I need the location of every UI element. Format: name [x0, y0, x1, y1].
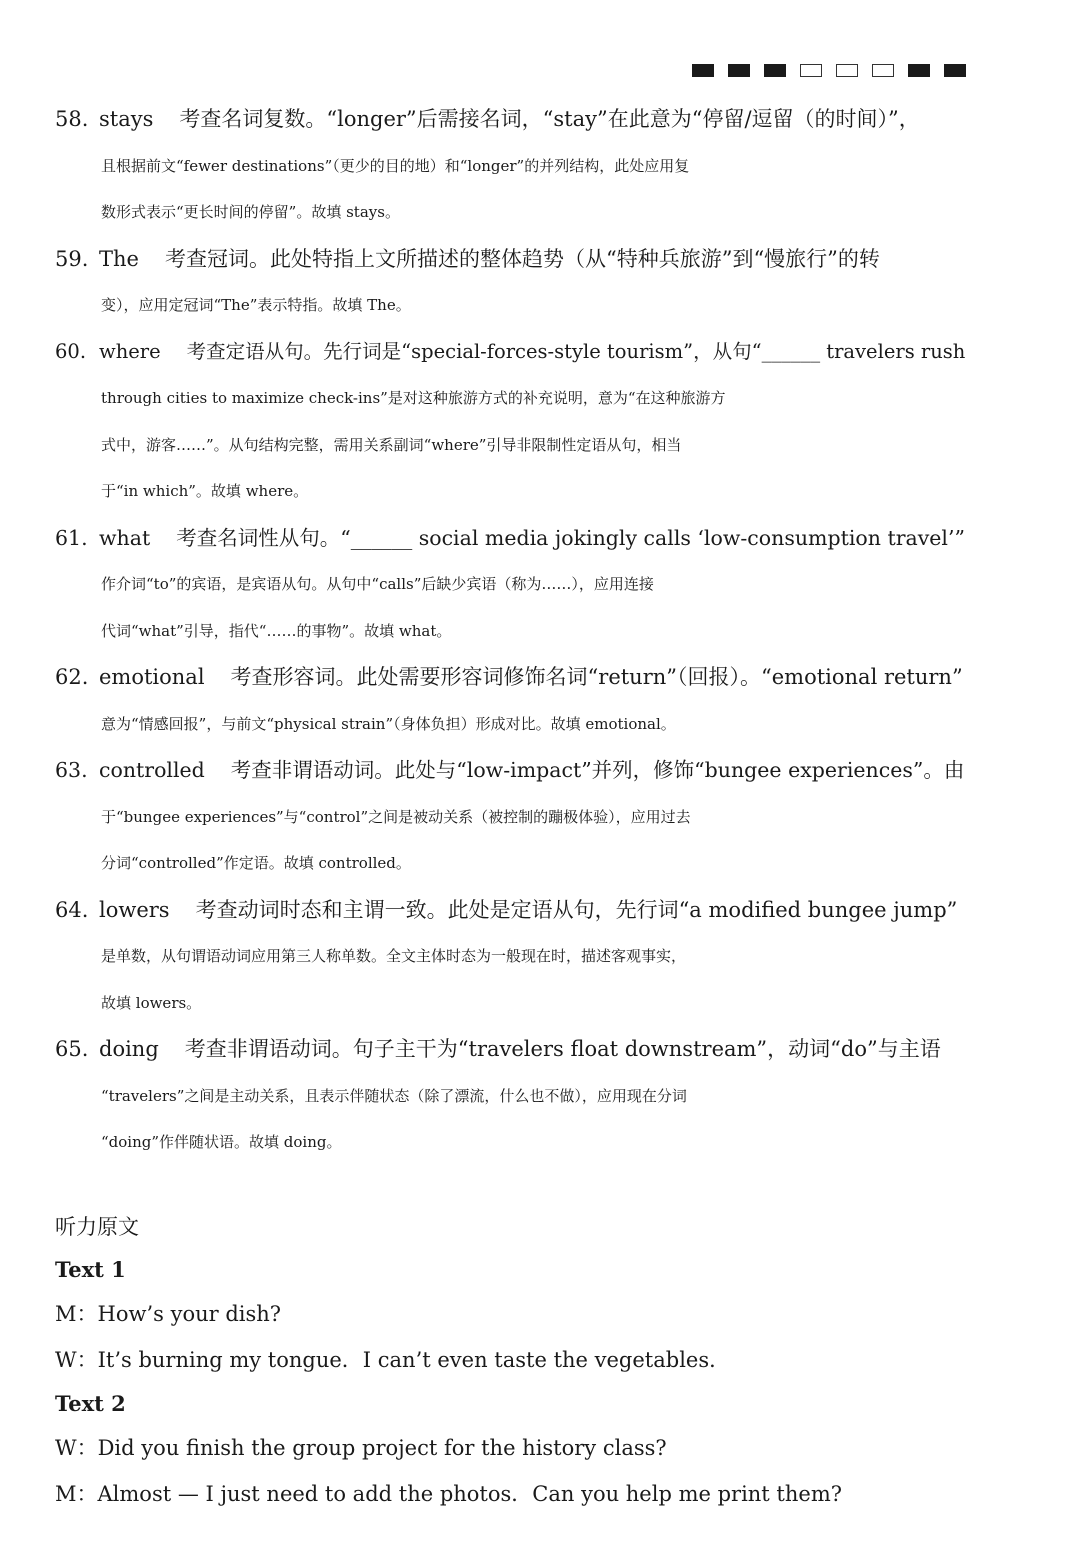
answer-line: [55, 608, 980, 655]
answer-word: emotional: [99, 665, 205, 689]
answer-text: 考查形容词。此处需要形容词修饰名词“return”（回报）。“emotional return”: [230, 665, 963, 689]
speaker-label: W：: [55, 1348, 98, 1372]
dialogue-text: Almost — I just need to add the photos．Can you help me print them?: [97, 1482, 842, 1506]
answer-item: [55, 329, 980, 515]
answer-line: [55, 980, 980, 1027]
decor-square: [908, 64, 930, 77]
answer-line: [55, 515, 980, 562]
text-title: Text 2: [55, 1391, 126, 1416]
answer-text: 考查名词性从句。“______ social media jokingly calls ‘low-consumption travel’”: [176, 525, 965, 550]
answer-word: what: [99, 525, 151, 550]
dialogue-line: [55, 1337, 980, 1383]
answer-number: 59.: [55, 246, 89, 271]
answer-text: “doing”作伴随状语。故填 doing。: [101, 1133, 342, 1151]
answer-line: [55, 794, 980, 841]
answer-number: 65.: [55, 1037, 89, 1061]
listening-texts: [55, 1249, 980, 1517]
listening-transcript: [55, 1205, 980, 1517]
answer-line: [55, 375, 980, 422]
answer-text: 考查冠词。此处特指上文所描述的整体趋势（从“特种兵旅游”到“慢旅行”的转: [164, 246, 880, 271]
decor-square: [692, 64, 714, 77]
answer-line: [55, 236, 980, 283]
decor-square: [800, 64, 822, 77]
answer-line: [55, 887, 980, 934]
answer-line: [55, 282, 980, 329]
answer-item: [55, 236, 980, 329]
dialogue-text: How’s your dish?: [97, 1302, 282, 1326]
answer-text: 数形式表示“更长时间的停留”。故填 stays。: [101, 203, 400, 221]
decor-square: [944, 64, 966, 77]
answer-text: 代词“what”引导，指代“……的事物”。故填 what。: [101, 621, 452, 640]
answer-text: 于“bungee experiences”与“control”之间是被动关系（被控制的蹦极体验），应用过去: [101, 807, 691, 826]
answer-item: [55, 1026, 980, 1166]
answer-line: [55, 561, 980, 608]
header-decoration: [692, 64, 966, 77]
answer-line: [55, 654, 980, 701]
dialogue-line: [55, 1471, 980, 1517]
answer-text: 作介词“to”的宾语，是宾语从句。从句中“calls”后缺少宾语（称为……），应用连接: [101, 575, 654, 593]
answer-explanations: [55, 96, 980, 1166]
answer-text: 于“in which”。故填 where。: [101, 482, 309, 500]
answer-item: [55, 96, 980, 236]
answer-word: where: [99, 339, 161, 363]
answer-number: 64.: [55, 897, 89, 922]
answer-text: 考查定语从句。先行词是“special-forces-style tourism”，从句“______ travelers rush: [186, 339, 966, 363]
decor-square: [764, 64, 786, 77]
answer-text: 是单数，从句谓语动词应用第三人称单数。全文主体时态为一般现在时，描述客观事实，: [101, 947, 687, 965]
answer-line: [55, 701, 980, 748]
answer-item: [55, 887, 980, 1027]
dialogue-line: [55, 1425, 980, 1471]
answer-item: [55, 747, 980, 887]
text-title: Text 1: [55, 1257, 126, 1282]
answer-number: 58.: [55, 107, 89, 131]
answer-text: 考查非谓语动词。句子主干为“travelers float downstream”，动词“do”与主语: [184, 1037, 941, 1061]
answer-number: 60.: [55, 339, 87, 363]
answer-line: [55, 96, 980, 143]
answer-text: 式中，游客……”。从句结构完整，需用关系副词“where”引导非限制性定语从句，相当: [101, 435, 682, 454]
speaker-label: W：: [55, 1436, 98, 1460]
answer-text: 分词“controlled”作定语。故填 controlled。: [101, 854, 411, 872]
answer-line: [55, 747, 980, 794]
answer-word: lowers: [99, 897, 170, 922]
answer-line: [55, 1073, 980, 1120]
answer-text: 考查名词复数。“longer”后需接名词，“stay”在此意为“停留/逗留（的时间）”，: [179, 107, 920, 131]
answer-line: [55, 1119, 980, 1166]
answer-number: 61.: [55, 525, 88, 550]
answer-text: 故填 lowers。: [101, 993, 202, 1012]
answer-word: controlled: [99, 758, 205, 782]
answer-text: “travelers”之间是主动关系，且表示伴随状态（除了漂流，什么也不做），应用现在分词: [101, 1086, 687, 1105]
dialogue-text: Did you finish the group project for the history class?: [97, 1436, 667, 1460]
speaker-label: M：: [55, 1482, 98, 1506]
speaker-label: M：: [55, 1302, 98, 1326]
answer-line: [55, 189, 980, 236]
answer-line: [55, 468, 980, 515]
answer-word: stays: [99, 107, 154, 131]
answer-number: 62.: [55, 665, 89, 689]
answer-line: [55, 933, 980, 980]
answer-number: 63.: [55, 758, 88, 782]
dialogue-line: [55, 1291, 980, 1337]
answer-text: 变），应用定冠词“The”表示特指。故填 The。: [101, 296, 411, 314]
answer-text: 考查非谓语动词。此处与“low-impact”并列，修饰“bungee experiences”。由: [230, 758, 965, 782]
answer-text: 考查动词时态和主谓一致。此处是定语从句，先行词“a modified bungee jump”: [195, 897, 958, 922]
listening-heading: 听力原文: [55, 1215, 139, 1239]
answer-item: [55, 654, 980, 747]
decor-square: [836, 64, 858, 77]
answer-line: [55, 1026, 980, 1073]
answer-text: through cities to maximize check-ins”是对这种旅游方式的补充说明，意为“在这种旅游方: [101, 389, 726, 407]
decor-square: [728, 64, 750, 77]
answer-word: doing: [99, 1037, 159, 1061]
answer-word: The: [99, 246, 139, 271]
answer-line: [55, 143, 980, 190]
answer-item: [55, 515, 980, 655]
answer-text: 意为“情感回报”，与前文“physical strain”（身体负担）形成对比。故填 emotional。: [101, 714, 676, 733]
dialogue-text: It’s burning my tongue．I can’t even taste the vegetables．: [97, 1348, 731, 1372]
decor-square: [872, 64, 894, 77]
answer-line: [55, 422, 980, 469]
answer-line: [55, 329, 980, 376]
answer-text: 且根据前文“fewer destinations”（更少的目的地）和“longer”的并列结构，此处应用复: [101, 156, 690, 175]
answer-line: [55, 840, 980, 887]
